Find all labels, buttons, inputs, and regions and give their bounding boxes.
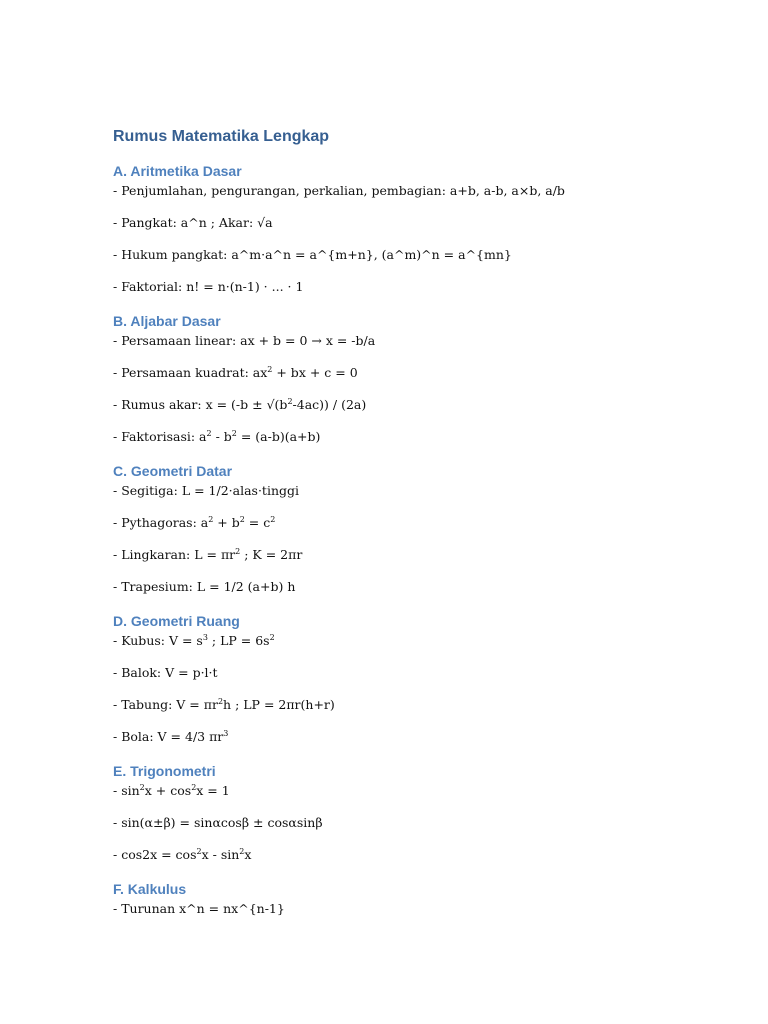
- formula-item: - Penjumlahan, pengurangan, perkalian, pembagian: a+b, a-b, a×b, a/b: [113, 183, 565, 198]
- formula-item: - Faktorisasi: $a^2 - b^2 = (a-b)(a+b)$: [113, 429, 321, 444]
- formula-item: - Bola: V = 4/3 $\pi r^3$: [113, 729, 229, 744]
- formula-item: - Tabung: $V = \pi r^2h$ ; LP = 2πr(h+r): [113, 697, 335, 712]
- section-geometri-datar: [113, 460, 733, 600]
- formula-item: - Persamaan kuadrat: $ax^2$ + bx + c = 0: [113, 365, 358, 380]
- document-title: Rumus Matematika Lengkap: [113, 128, 330, 145]
- formula-item: - Pangkat: a^n ; Akar: √a: [113, 215, 273, 230]
- section-trigonometri: [113, 760, 733, 868]
- section-aritmetika-dasar: [113, 160, 733, 300]
- formula-item: - Kubus: $V = s^3$ ; LP = $6s^2$: [113, 633, 275, 648]
- formula-item: - $\sin^2x + \cos^2x = 1$: [113, 783, 230, 798]
- formula-item: - Lingkaran: $L = \pi r^2$ ; K = 2πr: [113, 547, 303, 562]
- formula-item: - Persamaan linear: ax + b = 0 → x = -b/a: [113, 333, 376, 348]
- formula-item: - Faktorial: n! = n·(n-1) · ... · 1: [113, 279, 304, 294]
- section-kalkulus: [113, 878, 733, 922]
- document-page: [113, 124, 733, 922]
- section-heading: C. Geometri Datar: [113, 463, 233, 479]
- formula-item: - sin(α±β) = sinαcosβ ± cosαsinβ: [113, 815, 323, 830]
- section-heading: B. Aljabar Dasar: [113, 313, 221, 329]
- formula-item: - Pythagoras: $a^2 + b^2 = c^2$: [113, 515, 276, 530]
- section-heading: D. Geometri Ruang: [113, 613, 240, 629]
- formula-item: - $\cos 2x = \cos^2x - \sin^2x$: [113, 847, 252, 862]
- formula-item: - Balok: V = p·l·t: [113, 665, 218, 680]
- formula-item: - Segitiga: L = 1/2·alas·tinggi: [113, 483, 299, 498]
- formula-item: - Hukum pangkat: a^m·a^n = a^{m+n}, (a^m)^n = a^{mn}: [113, 247, 512, 262]
- formula-item: - Turunan x^n = nx^{n-1}: [113, 901, 285, 916]
- section-geometri-ruang: [113, 610, 733, 750]
- formula-item: - Rumus akar: $x = (-b \pm √(b^2-4ac)) / (2a)$: [113, 397, 367, 412]
- section-heading: A. Aritmetika Dasar: [113, 163, 242, 179]
- section-heading: F. Kalkulus: [113, 881, 187, 897]
- formula-item: - Trapesium: L = 1/2 (a+b) h: [113, 579, 296, 594]
- section-aljabar-dasar: [113, 310, 733, 450]
- section-heading: E. Trigonometri: [113, 763, 216, 779]
